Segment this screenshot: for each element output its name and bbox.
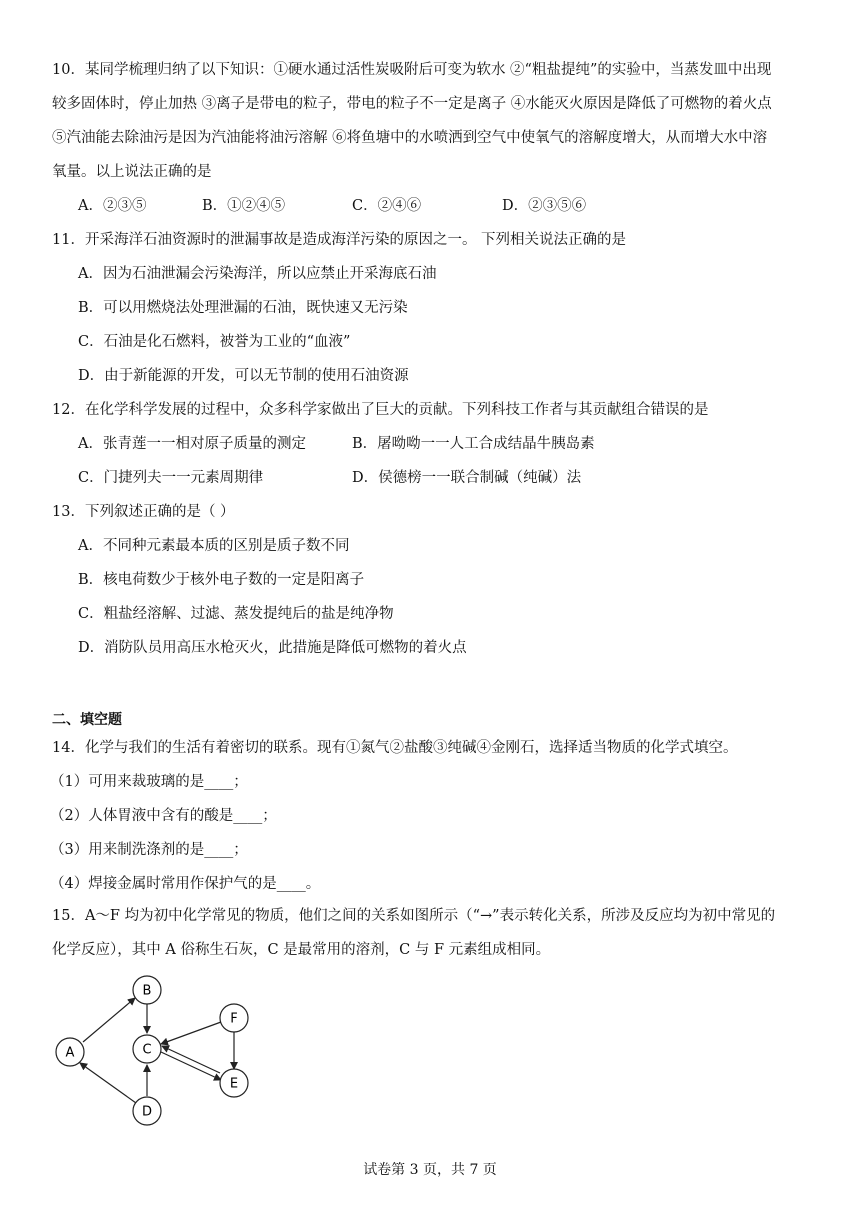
q13-option-c: C．粗盐经溶解、过滤、蒸发提纯后的盐是纯净物 [78,606,394,622]
q14-stem: 14．化学与我们的生活有着密切的联系。现有①氮气②盐酸③纯碱④金刚石，选择适当物质的化学式填空。 [52,740,738,756]
q10-option-c: C．②④⑥ [352,198,422,214]
q12-option-a: A．张青莲一一相对原子质量的测定 [78,436,306,452]
q10-option-b: B．①②④⑤ [202,198,286,214]
q14-part-4: （4）焊接金属时常用作保护气的是____。 [50,876,321,892]
q10-option-a: A．②③⑤ [78,198,147,214]
section-heading-fill-in: 二、填空题 [52,712,122,728]
relationship-diagram [50,970,270,1130]
q12-option-b: B．屠呦呦一一人工合成结晶牛胰岛素 [352,436,595,452]
q11-option-a: A．因为石油泄漏会污染海洋，所以应禁止开采海底石油 [78,266,437,282]
q15-line2: 化学反应），其中 A 俗称生石灰，C 是最常用的溶剂，C 与 F 元素组成相同。 [52,942,551,958]
node-d [133,1097,161,1125]
q10-line1: 10．某同学梳理归纳了以下知识：①硬水通过活性炭吸附后可变为软水 ②“粗盐提纯”的实验中，当蒸发皿中出现 [52,62,772,78]
q10-line2: 较多固体时，停止加热 ③离子是带电的粒子，带电的粒子不一定是离子 ④水能灭火原因是降低了可燃物的着火点 [52,96,772,112]
q12-option-d: D．侯德榜一一联合制碱（纯碱）法 [352,470,582,486]
q12-stem: 12．在化学科学发展的过程中，众多科学家做出了巨大的贡献。下列科技工作者与其贡献组合错误的是 [52,402,709,418]
arrow-e-to-c [162,1046,220,1073]
node-f-label: F [230,1011,238,1027]
node-b [133,976,161,1004]
node-d-label: D [141,1104,153,1120]
q11-option-d: D．由于新能源的开发，可以无节制的使用石油资源 [78,368,409,384]
q13-option-d: D．消防队员用高压水枪灭火，此措施是降低可燃物的着火点 [78,640,467,656]
q13-option-a: A．不同种元素最本质的区别是质子数不同 [78,538,350,554]
q14-part-1: （1）可用来裁玻璃的是____； [50,774,248,790]
node-f [220,1004,248,1032]
q10-line3: ⑤汽油能去除油污是因为汽油能将油污溶解 ⑥将鱼塘中的水喷洒到空气中使氧气的溶解度增大，从而增大水中溶 [52,130,768,146]
q14-part-2: （2）人体胃液中含有的酸是____； [50,808,277,824]
node-a-label: A [65,1045,75,1061]
node-c-label: C [142,1042,152,1058]
q13-stem: 13．下列叙述正确的是（ ） [52,504,235,520]
arrow-a-to-b [83,998,135,1042]
q11-option-b: B．可以用燃烧法处理泄漏的石油，既快速又无污染 [78,300,408,316]
q14-part-3: （3）用来制洗涤剂的是____； [50,842,248,858]
q10-line4: 氧量。以上说法正确的是 [52,164,212,180]
node-e-label: E [229,1076,239,1092]
q13-option-b: B．核电荷数少于核外电子数的一定是阳离子 [78,572,365,588]
node-a [56,1038,84,1066]
arrow-d-to-a [80,1063,136,1103]
q15-line1: 15．A～F 均为初中化学常见的物质，他们之间的关系如图所示（“→”表示转化关系，所涉及反应均为初中常见的 [52,908,776,924]
arrow-c-to-e [161,1052,221,1080]
node-e [220,1069,248,1097]
node-b-label: B [142,983,152,999]
q11-option-c: C．石油是化石燃料，被誉为工业的“血液” [78,334,351,350]
q12-option-c: C．门捷列夫一一元素周期律 [78,470,264,486]
q10-option-d: D．②③⑤⑥ [502,198,587,214]
node-c [133,1035,161,1063]
page-footer: 试卷第 3 页，共 7 页 [363,1162,497,1178]
arrow-f-to-c [161,1022,221,1044]
q11-stem: 11．开采海洋石油资源时的泄漏事故是造成海洋污染的原因之一。 下列相关说法正确的是 [52,232,627,248]
